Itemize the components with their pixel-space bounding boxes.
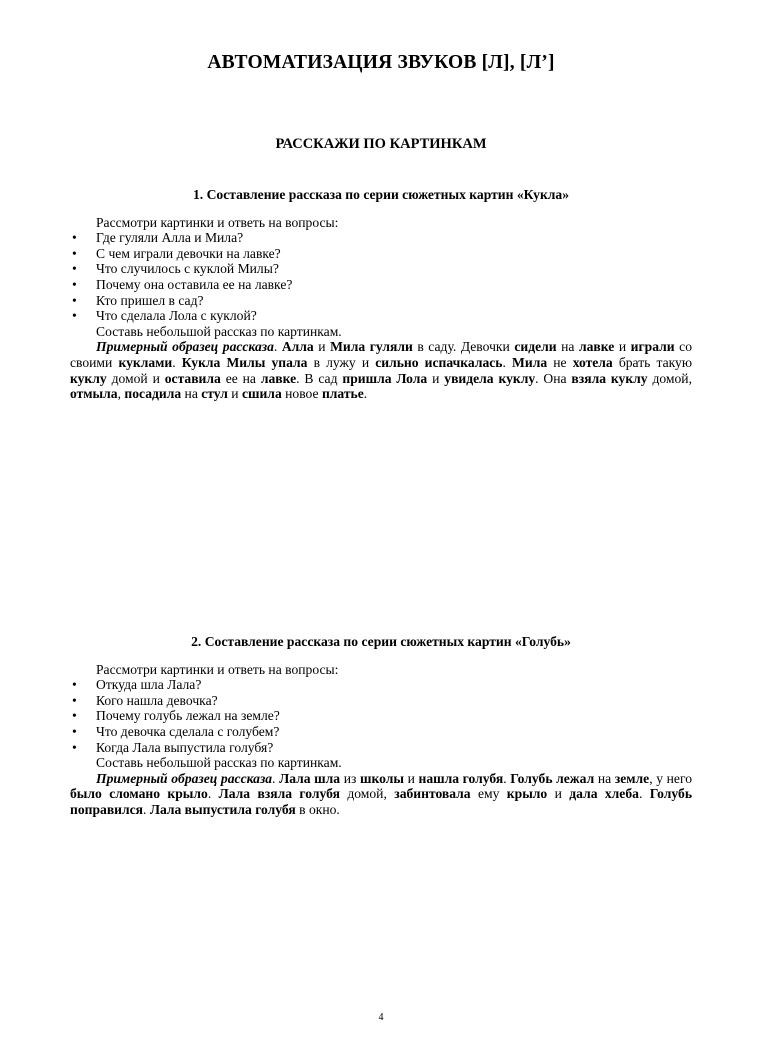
story-keyword: Голубь поправился [70,786,693,817]
question-item [70,708,692,724]
story-text: на [181,386,202,402]
story-text: . [272,770,280,786]
story-keyword: куклами [118,354,173,370]
story-keyword: Мила [512,354,548,370]
bullet-icon: • [72,276,77,292]
page-number: 4 [378,1012,384,1023]
story-keyword: Мила гуляли [330,339,413,355]
story-keyword: Кукла Милы упала [181,354,308,370]
question-item [70,230,692,246]
question-item [70,677,692,693]
story-keyword: сшила [241,386,282,402]
question-list [70,677,692,755]
question-text: Где гуляли Алла и Мила? [96,230,244,246]
bullet-icon: • [72,308,77,324]
story-keyword: куклу [70,370,107,386]
story-text: на [556,339,579,355]
story-keyword: посадила [124,386,182,402]
story-text: , [117,386,125,402]
story-text: , у него [649,770,692,786]
story-text: и [427,370,445,386]
story-keyword: было сломано крыло [70,786,208,802]
section-heading: 1. Составление рассказа по серии сюжетных картин «Кукла» [192,187,569,202]
story-text: из [340,770,360,786]
story-keyword: лавке [260,370,297,386]
question-text: Кого нашла девочка? [96,692,218,708]
story-text: домой, [647,370,692,386]
bullet-icon: • [72,692,77,708]
questions-intro: Рассмотри картинки и ответь на вопросы: [96,661,339,677]
story-text: и [313,339,331,355]
story-text: в саду. Девочки [412,339,515,355]
question-text: Что сделала Лола с куклой? [96,308,257,324]
story-text: . [207,786,219,802]
question-item [70,724,692,740]
story-keyword: дала хлеба [569,786,639,802]
story-keyword: пришла Лола [342,370,428,386]
story-text: . В сад [296,370,343,386]
story-keyword: оставила [164,370,221,386]
story-text: домой и [106,370,165,386]
bullet-icon: • [72,230,77,246]
story-text: . [363,386,368,402]
section-pigeon-story [70,634,692,818]
story-text: со своими [70,339,693,370]
story-text: . Она [535,370,572,386]
question-text: Кто пришел в сад? [96,292,204,308]
story-keyword: Голубь лежал [510,770,595,786]
story-keyword: взяла куклу [571,370,648,386]
story-text: и [403,770,419,786]
question-text: Что девочка сделала с голубем? [96,723,280,739]
story-text: на [594,770,615,786]
question-item [70,246,692,262]
story-keyword: играли [630,339,675,355]
story-keyword: Лала выпустила голубя [149,801,296,817]
story-text: . [502,354,513,370]
story-keyword: Лала взяла голубя [218,786,340,802]
story-text: домой, [339,786,395,802]
question-item [70,261,692,277]
story-keyword: лавке [579,339,615,355]
story-text: . [503,770,511,786]
question-text: Откуда шла Лала? [96,677,202,693]
story-text: и [227,386,242,402]
story-keyword: хотела [572,354,613,370]
story-text: . [638,786,650,802]
story-keyword: Лала шла [279,770,341,786]
story-keyword: увидела куклу [444,370,536,386]
story-text: ему [470,786,507,802]
story-keyword: земле [614,770,650,786]
story-text: и [547,786,570,802]
section-heading: 2. Составление рассказа по серии сюжетных картин «Голубь» [191,634,571,649]
sample-story-label: Примерный образец рассказа [96,339,274,355]
question-text: Что случилось с куклой Милы? [96,261,279,277]
story-text: . [172,354,182,370]
story-text: не [547,354,573,370]
story-text: . [273,339,282,355]
bullet-icon: • [72,677,77,693]
story-text: ее на [220,370,261,386]
question-item [70,693,692,709]
story-keyword: сильно испачкалась [375,354,503,370]
story-keyword: стул [201,386,228,402]
story-text: и [614,339,631,355]
question-item [70,277,692,293]
bullet-icon: • [72,739,77,755]
bullet-icon: • [72,292,77,308]
question-list [70,230,692,324]
story-text: в окно. [295,801,340,817]
story-keyword: платье [321,386,364,402]
bullet-icon: • [72,245,77,261]
story-text: . [143,801,150,817]
page-subtitle: РАССКАЖИ ПО КАРТИНКАМ [275,136,487,152]
bullet-icon: • [72,708,77,724]
story-keyword: Алла [281,339,314,355]
question-text: С чем играли девочки на лавке? [96,245,281,261]
story-text: брать такую [612,354,693,370]
story-keyword: отмыла [70,386,118,402]
question-text: Когда Лала выпустила голубя? [96,739,274,755]
story-text: новое [281,386,322,402]
story-keyword: школы [359,770,404,786]
section-doll-story [70,187,692,402]
task-instruction: Составь небольшой рассказ по картинкам. [96,323,342,339]
question-item [70,293,692,309]
sample-story-label: Примерный образец рассказа [96,770,273,786]
task-instruction: Составь небольшой рассказ по картинкам. [96,755,342,771]
bullet-icon: • [72,723,77,739]
questions-intro: Рассмотри картинки и ответь на вопросы: [96,214,339,230]
question-item [70,740,692,756]
story-keyword: забинтовала [394,786,471,802]
story-keyword: нашла голубя [418,770,504,786]
sample-story [70,771,692,818]
story-keyword: крыло [506,786,548,802]
page-title: АВТОМАТИЗАЦИЯ ЗВУКОВ [Л], [Л’] [207,52,555,73]
story-text: в лужу и [307,354,376,370]
bullet-icon: • [72,261,77,277]
question-text: Почему она оставила ее на лавке? [96,276,293,292]
question-text: Почему голубь лежал на земле? [96,708,280,724]
sample-story [70,339,692,401]
story-keyword: сидели [514,339,557,355]
question-item [70,308,692,324]
